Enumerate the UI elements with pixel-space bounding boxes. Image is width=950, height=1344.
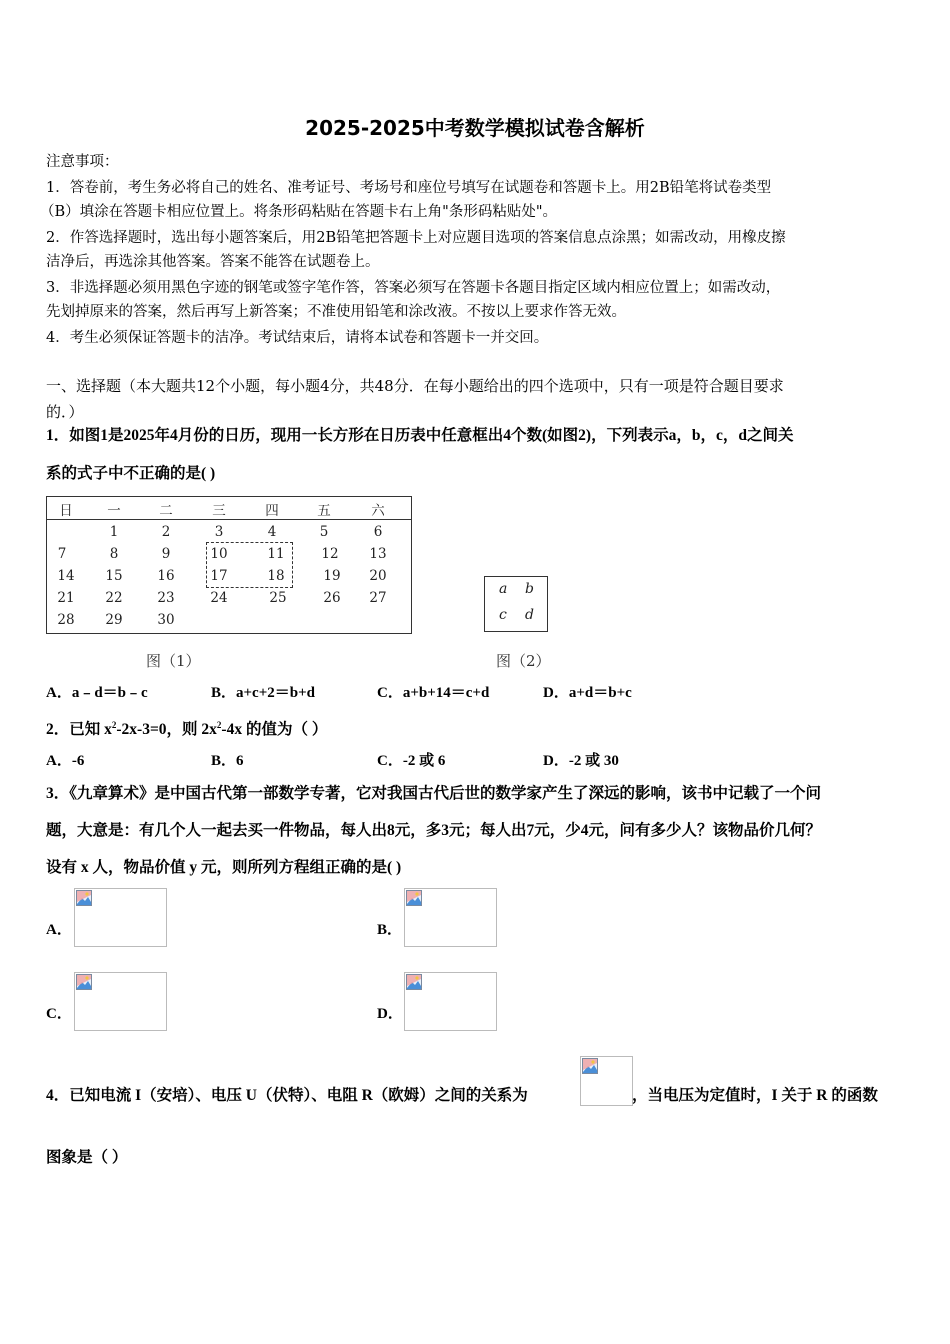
- q1-text-cont: 系的式子中不正确的是( ): [46, 465, 216, 482]
- fig2-caption: 图（2）: [496, 652, 551, 670]
- q1-option-a[interactable]: A．a﹣d＝b﹣c: [46, 685, 148, 701]
- broken-image-icon: [76, 890, 92, 906]
- calendar-header: 五: [317, 503, 331, 519]
- calendar-day: 9: [161, 546, 171, 562]
- selection-rectangle: [206, 542, 293, 588]
- q1-text: 1．如图1是2025年4月份的日历，现用一长方形在日历表中任意框出4个数(如图2)，下列表示a，b，c，d之间关: [46, 427, 794, 444]
- q3-option-a-label[interactable]: A．: [46, 922, 72, 938]
- calendar-day: 11: [267, 546, 285, 562]
- section-heading: 一、选择题（本大题共12个小题，每小题4分，共48分．在每小题给出的四个选项中，只有一项是符合题目要求: [46, 377, 784, 395]
- q2-option-c[interactable]: C．-2 或 6: [377, 753, 446, 769]
- calendar-day: 3: [214, 524, 224, 540]
- q3-option-a-image[interactable]: [74, 888, 167, 947]
- calendar-day: 14: [57, 568, 75, 584]
- calendar-day: 29: [105, 612, 123, 628]
- fig2-letter-c: c: [499, 607, 507, 623]
- q3-text: 3．《九章算术》是中国古代第一部数学专著，它对我国古代后世的数学家产生了深远的影响，该书中记载了一个问: [46, 785, 822, 802]
- fig2-letter-d: d: [525, 607, 534, 623]
- calendar-figure: [46, 496, 412, 634]
- calendar-day: 28: [57, 612, 75, 628]
- calendar-day: 21: [57, 590, 75, 606]
- calendar-day: 13: [369, 546, 387, 562]
- calendar-day: 25: [269, 590, 287, 606]
- calendar-day: 26: [323, 590, 341, 606]
- q2-exponent: 2: [216, 720, 222, 730]
- calendar-header: 四: [265, 503, 279, 519]
- q3-option-c-label[interactable]: C．: [46, 1006, 72, 1022]
- fig2-letter-b: b: [525, 581, 534, 597]
- calendar-day: 5: [319, 524, 329, 540]
- notice-line: 4．考生必须保证答题卡的洁净。考试结束后，请将本试卷和答题卡一并交回。: [46, 330, 549, 346]
- page-title: 2025-2025中考数学模拟试卷含解析: [305, 116, 645, 140]
- notice-line: 3．非选择题必须用黑色字迹的钢笔或签字笔作答，答案必须写在答题卡各题目指定区域内相应位置上；如需改动，: [46, 280, 781, 296]
- q2-suffix: -4x 的值为（ ）: [221, 721, 328, 739]
- calendar-day: 8: [109, 546, 119, 562]
- q3-text-cont: 题，大意是：有几个人一起去买一件物品，每人出8元，多3元；每人出7元，少4元，问有多少人？该物品价几何？: [46, 822, 822, 839]
- calendar-day: 20: [369, 568, 387, 584]
- calendar-day: 16: [157, 568, 175, 584]
- notice-line: 洁净后，再选涂其他答案。答案不能答在试题卷上。: [46, 254, 380, 270]
- calendar-day: 1: [109, 524, 119, 540]
- calendar-header: 日: [59, 503, 73, 519]
- q3-option-d-label[interactable]: D．: [377, 1006, 403, 1022]
- calendar-header: 一: [107, 503, 121, 519]
- fig2-letter-a: a: [499, 581, 508, 597]
- calendar-day: 27: [369, 590, 387, 606]
- q2-option-b[interactable]: B．6: [211, 753, 244, 769]
- broken-image-icon: [76, 974, 92, 990]
- calendar-day: 15: [105, 568, 123, 584]
- q2-prefix: 2．已知 x: [46, 721, 112, 739]
- q1-option-b[interactable]: B．a+c+2＝b+d: [211, 685, 315, 701]
- q3-option-b-image[interactable]: [404, 888, 497, 947]
- notice-line: 1．答卷前，考生务必将自己的姓名、准考证号、考场号和座位号填写在试题卷和答题卡上。用2B铅笔将试卷类型: [46, 180, 772, 196]
- broken-image-icon: [406, 974, 422, 990]
- notice-heading: 注意事项：: [46, 154, 119, 170]
- calendar-day: 7: [57, 546, 67, 562]
- q2-option-a[interactable]: A．-6: [46, 753, 85, 769]
- calendar-day: 18: [267, 568, 285, 584]
- calendar-header: 六: [371, 503, 385, 519]
- section-heading-cont: 的．）: [46, 403, 84, 421]
- fig2-box: [484, 576, 548, 632]
- calendar-day: 17: [210, 568, 228, 584]
- q1-option-c[interactable]: C．a+b+14＝c+d: [377, 685, 490, 701]
- calendar-day: 22: [105, 590, 123, 606]
- q1-option-d[interactable]: D．a+d＝b+c: [543, 685, 632, 701]
- calendar-day: 2: [161, 524, 171, 540]
- calendar-day: 4: [267, 524, 277, 540]
- q3-option-b-label[interactable]: B．: [377, 922, 403, 938]
- q4-text-part2: ，当电压为定值时，I 关于 R 的函数: [632, 1087, 878, 1104]
- notice-line: 先划掉原来的答案，然后再写上新答案；不准使用铅笔和涂改液。不按以上要求作答无效。: [46, 304, 626, 320]
- calendar-day: 10: [210, 546, 228, 562]
- calendar-day: 6: [373, 524, 383, 540]
- q2-option-d[interactable]: D．-2 或 30: [543, 753, 619, 769]
- calendar-day: 30: [157, 612, 175, 628]
- calendar-day: 24: [210, 590, 228, 606]
- q3-text-cont: 设有 x 人，物品价值 y 元，则所列方程组正确的是( ): [46, 859, 402, 876]
- q4-formula-image: [580, 1056, 633, 1106]
- q3-option-d-image[interactable]: [404, 972, 497, 1031]
- calendar-day: 12: [321, 546, 339, 562]
- q4-text-cont: 图象是（ ）: [46, 1149, 128, 1166]
- q2-exponent: 2: [111, 720, 117, 730]
- fig1-caption: 图（1）: [146, 652, 201, 670]
- q2-mid: -2x-3=0，则 2x: [116, 721, 217, 739]
- calendar-day: 19: [323, 568, 341, 584]
- q3-option-c-image[interactable]: [74, 972, 167, 1031]
- broken-image-icon: [406, 890, 422, 906]
- q2-text: [46, 715, 327, 740]
- broken-image-icon: [582, 1058, 598, 1074]
- calendar-header: 三: [212, 503, 226, 519]
- calendar-header: 二: [159, 503, 173, 519]
- notice-line: （B）填涂在答题卡相应位置上。将条形码粘贴在答题卡右上角"条形码粘贴处"。: [40, 204, 557, 220]
- calendar-day: 23: [157, 590, 175, 606]
- notice-line: 2．作答选择题时，选出每小题答案后，用2B铅笔把答题卡上对应题目选项的答案信息点涂黑；如需改动，用橡皮擦: [46, 230, 786, 246]
- q4-text-part1: 4．已知电流 I（安培）、电压 U（伏特）、电阻 R（欧姆）之间的关系为: [46, 1087, 528, 1104]
